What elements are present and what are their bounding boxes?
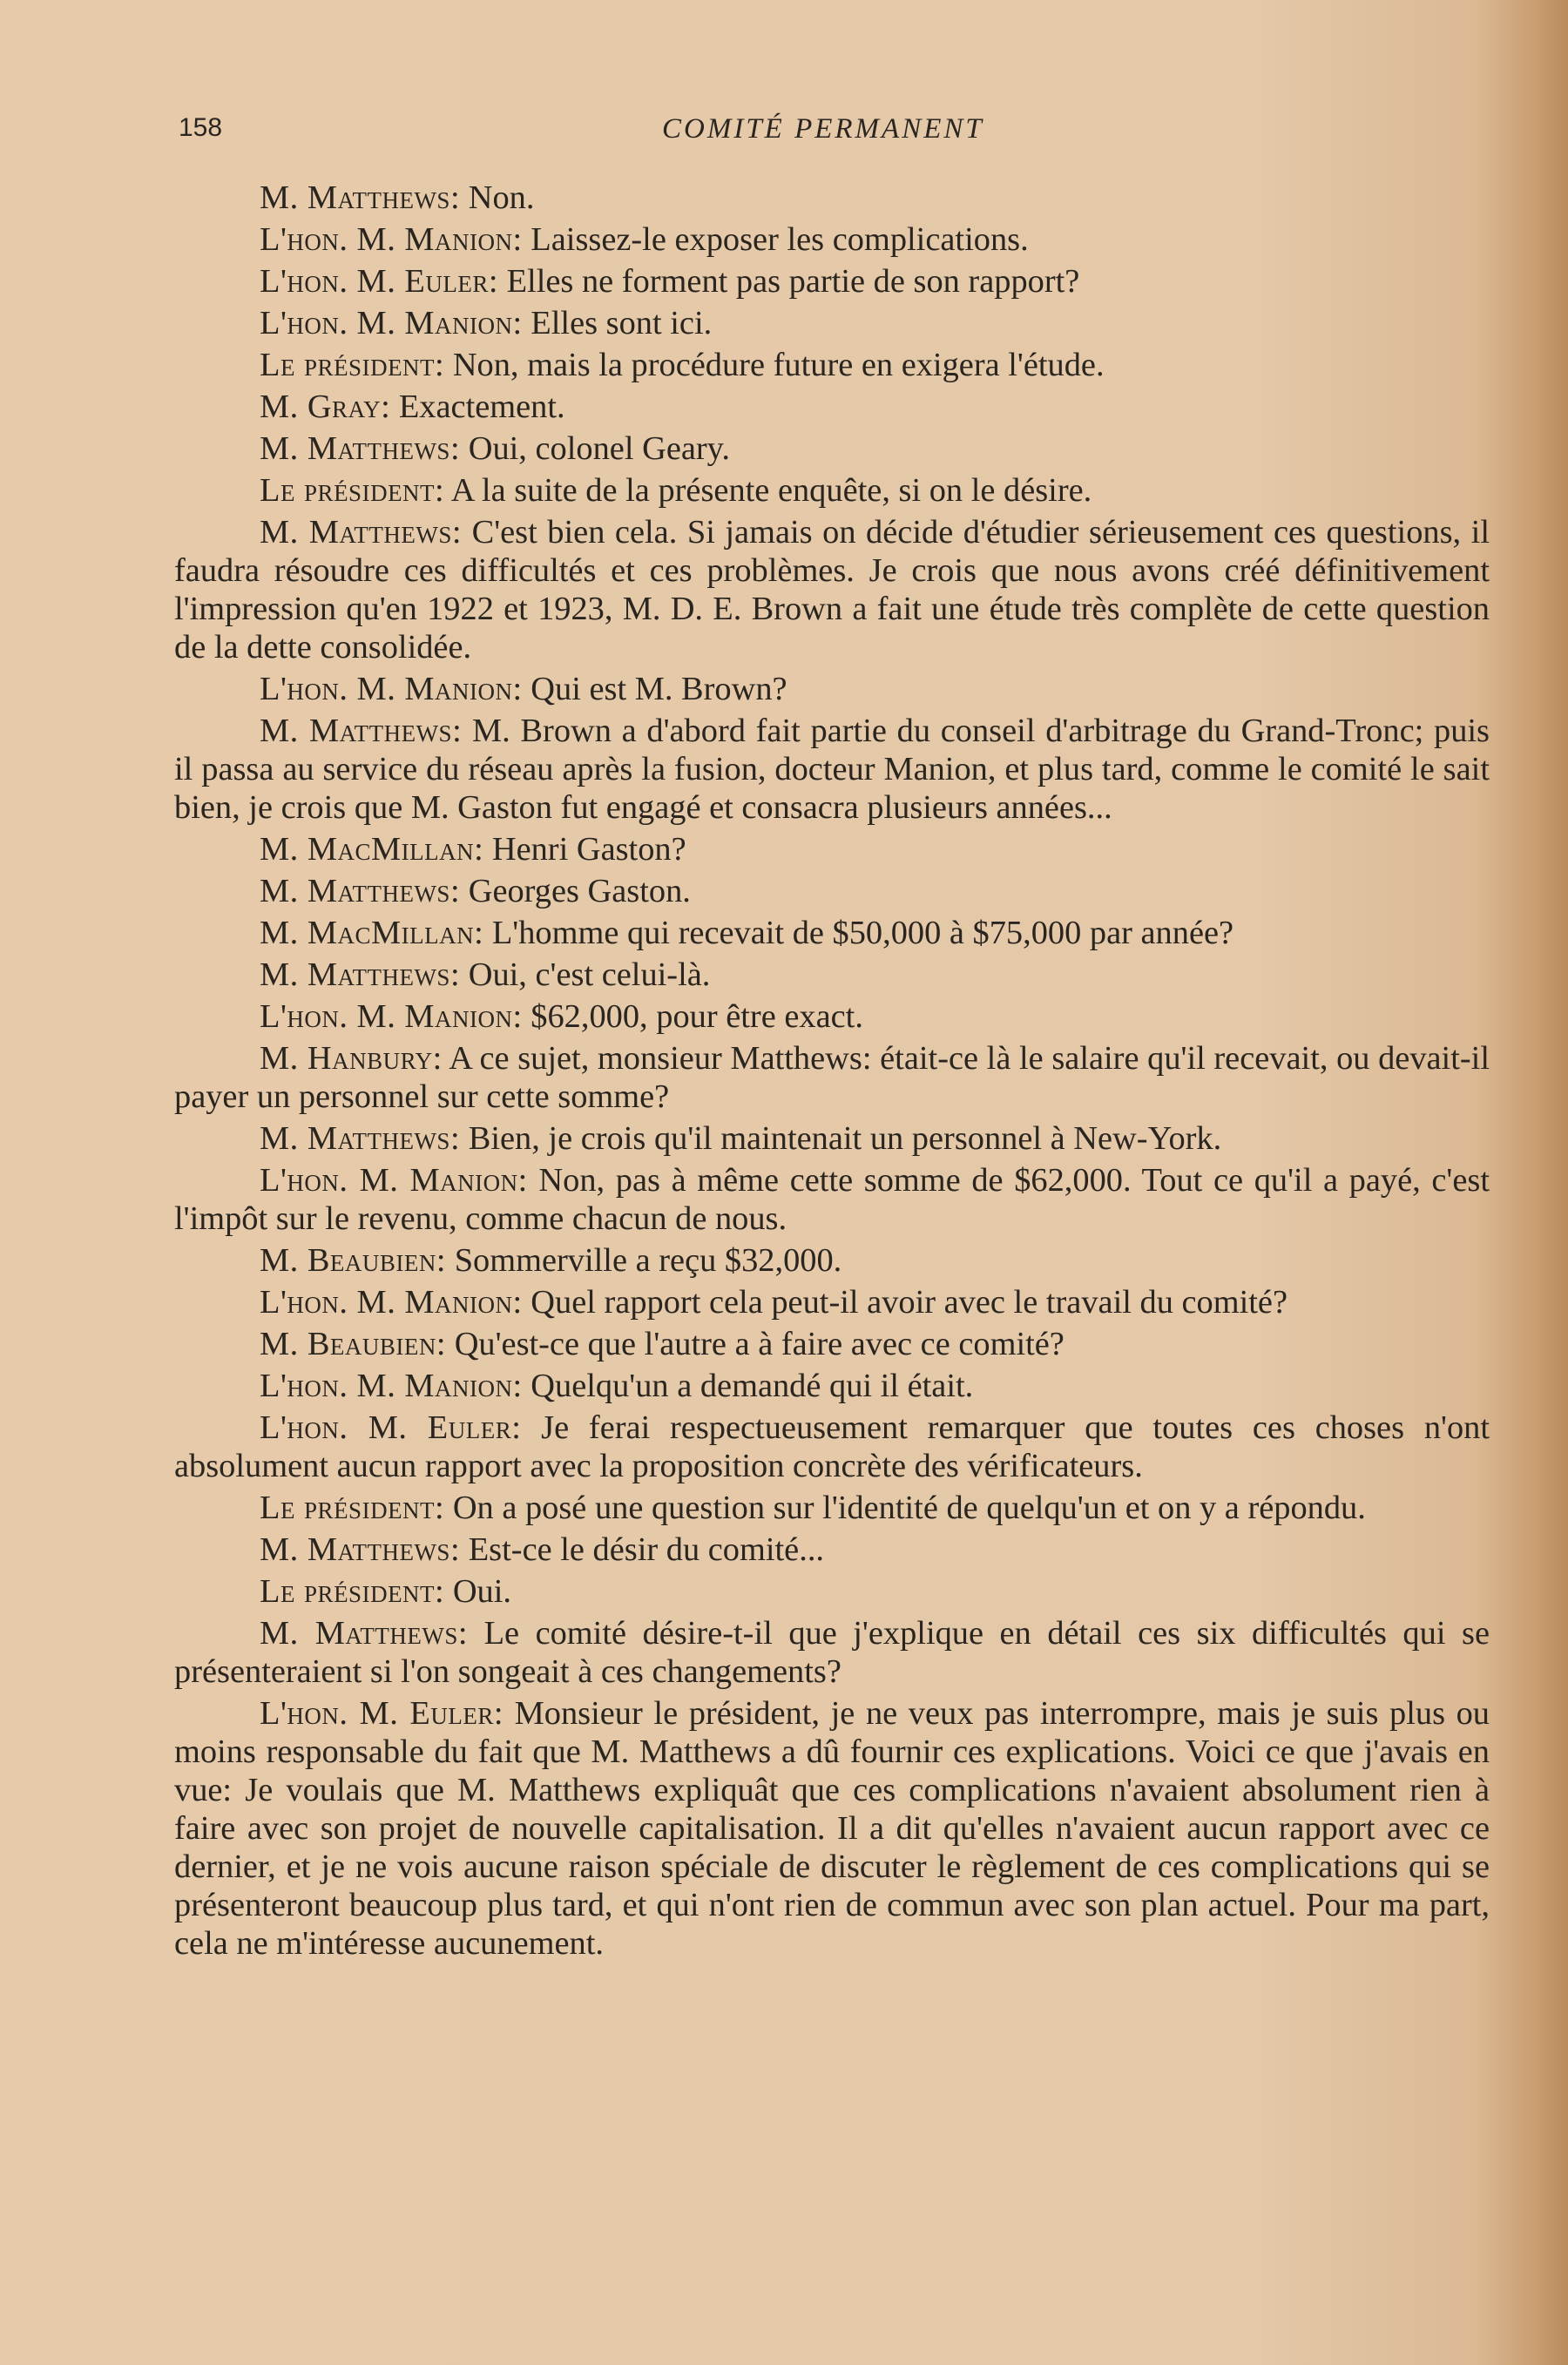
paragraph <box>174 388 1490 426</box>
page-number: 158 <box>179 113 223 142</box>
paragraph <box>174 304 1490 342</box>
speaker-name: L'hon. M. Manion: <box>260 1368 523 1404</box>
paragraph <box>174 1614 1490 1691</box>
paragraph <box>174 1530 1490 1569</box>
speaker-name: M. MacMillan: <box>260 831 484 868</box>
speech-text: L'homme qui recevait de $50,000 à $75,000 par année? <box>483 915 1234 951</box>
speech-text: $62,000, pour être exact. <box>522 998 863 1035</box>
speaker-name: Le président: <box>260 472 445 509</box>
speaker-name: Le président: <box>260 347 445 383</box>
speech-text: On a posé une question sur l'identité de quelqu'un et on y a répondu. <box>444 1490 1366 1526</box>
speech-text: Non, mais la procédure future en exigera l'étude. <box>444 347 1105 383</box>
paragraph <box>174 1694 1490 1963</box>
speaker-name: M. MacMillan: <box>260 915 484 951</box>
speaker-name: L'hon. M. Manion: <box>260 1162 528 1199</box>
speech-text: Oui. <box>444 1573 512 1610</box>
speaker-name: L'hon. M. Manion: <box>260 305 523 341</box>
paragraph <box>174 471 1490 510</box>
speech-text: Exactement. <box>390 389 565 425</box>
paragraph <box>174 179 1490 217</box>
speaker-name: M. Matthews: <box>260 956 461 993</box>
speech-text: Quelqu'un a demandé qui il était. <box>522 1368 974 1404</box>
speaker-name: L'hon. M. Euler: <box>260 1695 504 1732</box>
speaker-name: M. Hanbury: <box>260 1040 443 1077</box>
speech-text: Sommerville a reçu $32,000. <box>446 1242 842 1279</box>
speaker-name: M. Matthews: <box>260 179 461 216</box>
speech-text: Non. <box>460 179 535 216</box>
speaker-name: M. Matthews: <box>260 1615 469 1652</box>
speech-text: Quel rapport cela peut-il avoir avec le travail du comité? <box>522 1284 1288 1321</box>
speaker-name: M. Gray: <box>260 389 391 425</box>
paragraph <box>174 1489 1490 1527</box>
paragraph <box>174 346 1490 384</box>
speaker-name: M. Matthews: <box>260 713 463 749</box>
paragraph <box>174 1367 1490 1405</box>
paragraph <box>174 1572 1490 1611</box>
speaker-name: L'hon. M. Manion: <box>260 1284 523 1321</box>
running-head <box>179 113 1511 157</box>
speech-text: Oui, c'est celui-là. <box>460 956 711 993</box>
speaker-name: Le président: <box>260 1573 445 1610</box>
speaker-name: L'hon. M. Manion: <box>260 671 523 707</box>
speaker-name: M. Beaubien: <box>260 1242 447 1279</box>
header-title: COMITÉ PERMANENT <box>662 113 984 145</box>
speech-text: Henri Gaston? <box>483 831 686 868</box>
transcript-body <box>174 179 1490 1966</box>
paragraph <box>174 670 1490 708</box>
paragraph <box>174 513 1490 666</box>
speech-text: Georges Gaston. <box>460 873 691 909</box>
speech-text: Le comité désire-t-il que j'explique en détail ces six difficultés qui se présenteraient si l'on songeait à ces changements? <box>174 1615 1490 1690</box>
paragraph <box>174 830 1490 868</box>
speech-text: A ce sujet, monsieur Matthews: était-ce là le salaire qu'il recevait, ou devait-il payer un personnel sur cette somme? <box>174 1040 1490 1115</box>
speech-text: Monsieur le président, je ne veux pas interrompre, mais je suis plus ou moins responsable du fait que M. Matthews a dû fournir ces explications. Voici ce que j'avais en vue: Je voulais que M. Matthews expliquât que ces complications n'avaient absolument rien à faire avec son projet de nouvelle capitalisation. Il a dit qu'elles n'avaient aucun rapport avec ce dernier, et je ne vois aucune raison spéciale de discuter le règlement de ces complications qui se présenteront beaucoup plus tard, et qui n'ont rien de commun avec son plan actuel. Pour ma part, cela ne m'intéresse aucunement. <box>174 1695 1490 1962</box>
paragraph <box>174 997 1490 1036</box>
speech-text: Laissez-le exposer les complications. <box>522 221 1029 258</box>
speech-text: C'est bien cela. Si jamais on décide d'étudier sérieusement ces questions, il faudra résoudre ces difficultés et ces problèmes. Je crois que nous avons créé définitivement l'impression qu'en 1922 et 1923, M. D. E. Brown a fait une étude très complète de cette question de la dette consolidée. <box>174 514 1490 666</box>
paragraph <box>174 872 1490 910</box>
paragraph <box>174 429 1490 468</box>
speech-text: Qui est M. Brown? <box>522 671 787 707</box>
paragraph <box>174 1161 1490 1238</box>
speech-text: Je ferai respectueusement remarquer que toutes ces choses n'ont absolument aucun rapport avec la proposition concrète des vérificateurs. <box>174 1409 1490 1484</box>
speaker-name: M. Matthews: <box>260 430 461 467</box>
paragraph <box>174 1283 1490 1321</box>
speaker-name: Le président: <box>260 1490 445 1526</box>
speech-text: Est-ce le désir du comité... <box>460 1531 825 1568</box>
paragraph <box>174 262 1490 301</box>
paragraph <box>174 1325 1490 1363</box>
speech-text: Non, pas à même cette somme de $62,000. Tout ce qu'il a payé, c'est l'impôt sur le revenu, comme chacun de nous. <box>174 1162 1490 1237</box>
speaker-name: M. Matthews: <box>260 514 463 551</box>
speech-text: Elles sont ici. <box>522 305 713 341</box>
speaker-name: L'hon. M. Euler: <box>260 1409 522 1446</box>
speaker-name: L'hon. M. Manion: <box>260 221 523 258</box>
speaker-name: M. Matthews: <box>260 1531 461 1568</box>
speech-text: M. Brown a d'abord fait partie du conseil d'arbitrage du Grand-Tronc; puis il passa au service du réseau après la fusion, docteur Manion, et plus tard, comme le comité le sait bien, je crois que M. Gaston fut engagé et consacra plusieurs années... <box>174 713 1490 826</box>
paragraph <box>174 956 1490 994</box>
speaker-name: M. Matthews: <box>260 1120 461 1157</box>
paragraph <box>174 1119 1490 1158</box>
paragraph <box>174 1241 1490 1280</box>
paragraph <box>174 220 1490 259</box>
speech-text: A la suite de la présente enquête, si on le désire. <box>444 472 1092 509</box>
paragraph <box>174 1039 1490 1116</box>
speech-text: Qu'est-ce que l'autre a à faire avec ce comité? <box>446 1326 1064 1362</box>
speech-text: Elles ne forment pas partie de son rapport? <box>498 263 1080 300</box>
speaker-name: L'hon. M. Manion: <box>260 998 523 1035</box>
paragraph <box>174 1409 1490 1485</box>
speaker-name: M. Beaubien: <box>260 1326 447 1362</box>
paragraph <box>174 712 1490 827</box>
paragraph <box>174 914 1490 952</box>
speaker-name: L'hon. M. Euler: <box>260 263 498 300</box>
speaker-name: M. Matthews: <box>260 873 461 909</box>
speech-text: Bien, je crois qu'il maintenait un personnel à New-York. <box>460 1120 1222 1157</box>
speech-text: Oui, colonel Geary. <box>460 430 730 467</box>
